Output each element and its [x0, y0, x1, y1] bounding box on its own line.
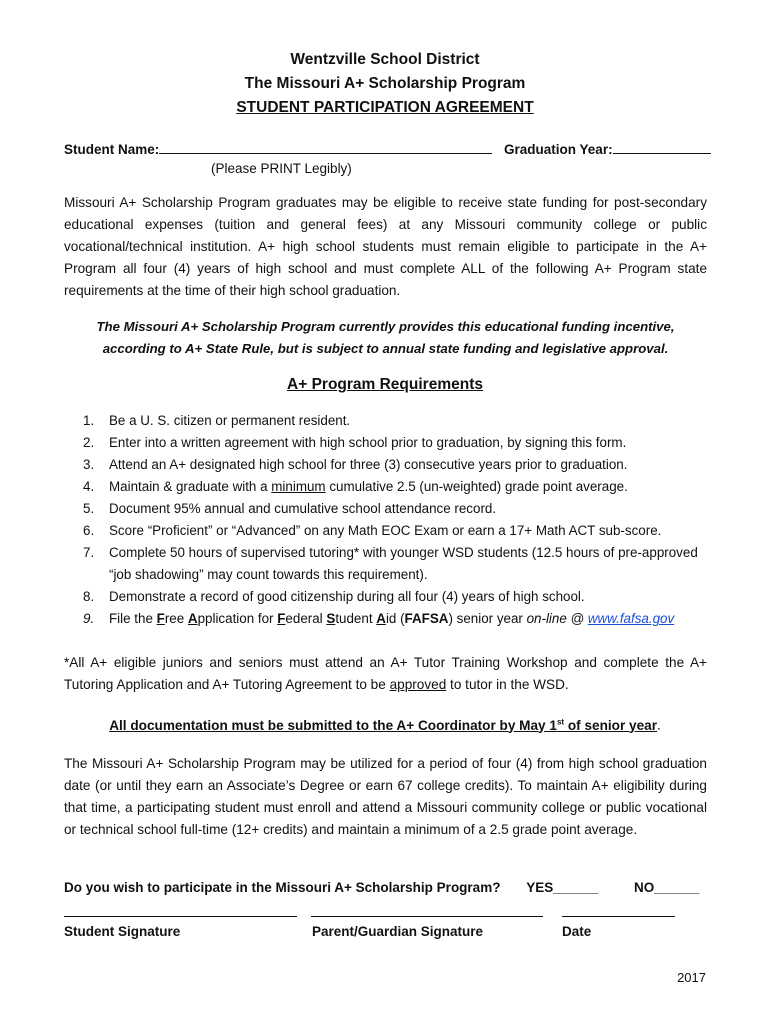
date-label: Date: [562, 924, 592, 939]
agreement-title: STUDENT PARTICIPATION AGREEMENT: [236, 99, 534, 116]
list-item: 6. Score “Proficient” or “Advanced” on any Math EOC Exam or earn a 17+ Math ACT sub-score.: [83, 523, 662, 538]
yes-option[interactable]: YES______: [526, 880, 599, 895]
funding-notice: The Missouri A+ Scholarship Program currently provides this educational funding incentive, according to A+ State Rule, but is subject to annual state funding and legislative approval.: [96, 319, 675, 356]
list-item: 4. Maintain & graduate with a minimum cumulative 2.5 (un-weighted) grade point average.: [83, 479, 628, 494]
document-header: [0, 48, 770, 120]
parent-signature-label: Parent/Guardian Signature: [312, 924, 484, 939]
list-item: 9. File the Free Application for Federal Student Aid (FAFSA) senior year on-line @ www.fafsa.gov: [83, 611, 675, 626]
no-option[interactable]: NO______: [634, 880, 700, 895]
intro-paragraph: Missouri A+ Scholarship Program graduates may be eligible to receive state funding for post-secondary educational expenses (tuition and general fees) at any Missouri community college or public vocational/technical institution. A+ high school students must remain eligible to participate in the A+ Program all four (4) years of high school and must complete ALL of the following A+ Program state requirements at the time of their high school graduation.: [64, 195, 707, 298]
list-item: 5. Document 95% annual and cumulative school attendance record.: [83, 501, 497, 516]
list-item: 7. Complete 50 hours of supervised tutoring* with younger WSD students (12.5 hours of pre-approved “job shadowing” may count towards this requirement).: [83, 545, 698, 582]
parent-signature-line[interactable]: [311, 915, 543, 917]
list-item: 1. Be a U. S. citizen or permanent resident.: [83, 413, 351, 428]
requirements-title: A+ Program Requirements: [287, 376, 483, 393]
graduation-year-label: Graduation Year:: [504, 142, 613, 157]
graduation-year-field[interactable]: [613, 139, 711, 154]
requirements-list: [64, 410, 707, 630]
question-text: Do you wish to participate in the Missouri A+ Scholarship Program?: [64, 880, 501, 895]
program-name: The Missouri A+ Scholarship Program: [244, 75, 526, 92]
district-name: Wentzville School District: [290, 51, 480, 68]
student-signature-line[interactable]: [64, 915, 297, 917]
list-item: 2. Enter into a written agreement with high school prior to graduation, by signing this form.: [83, 435, 627, 450]
tutor-note: *All A+ eligible juniors and seniors must attend an A+ Tutor Training Workshop and complete the A+ Tutoring Application and A+ Tutoring Agreement to be approved to tutor in the WSD.: [64, 655, 707, 692]
print-note: (Please PRINT Legibly): [211, 161, 352, 176]
list-item: 3. Attend an A+ designated high school for three (3) consecutive years prior to graduation.: [83, 457, 628, 472]
documentation-deadline: All documentation must be submitted to the A+ Coordinator by May 1st of senior year.: [109, 717, 661, 733]
form-year: 2017: [677, 970, 706, 985]
date-line[interactable]: [562, 915, 675, 917]
student-name-label: Student Name:: [64, 142, 160, 157]
participation-question: [64, 880, 699, 895]
student-signature-label: Student Signature: [64, 924, 181, 939]
list-item: 8. Demonstrate a record of good citizenship during all four (4) years of high school.: [83, 589, 585, 604]
student-info-row: [64, 139, 711, 157]
usage-paragraph: The Missouri A+ Scholarship Program may be utilized for a period of four (4) from high school graduation date (or until they earn an Associate’s Degree or earn 67 college credits). To maintain A+ eligibility during that time, a participating student must enroll and attend a Missouri community college or public vocational or technical school full-time (12+ credits) and maintain a minimum of a 2.5 grade point average.: [64, 756, 707, 837]
student-name-field[interactable]: [159, 139, 492, 154]
fafsa-link[interactable]: www.fafsa.gov: [587, 611, 675, 626]
